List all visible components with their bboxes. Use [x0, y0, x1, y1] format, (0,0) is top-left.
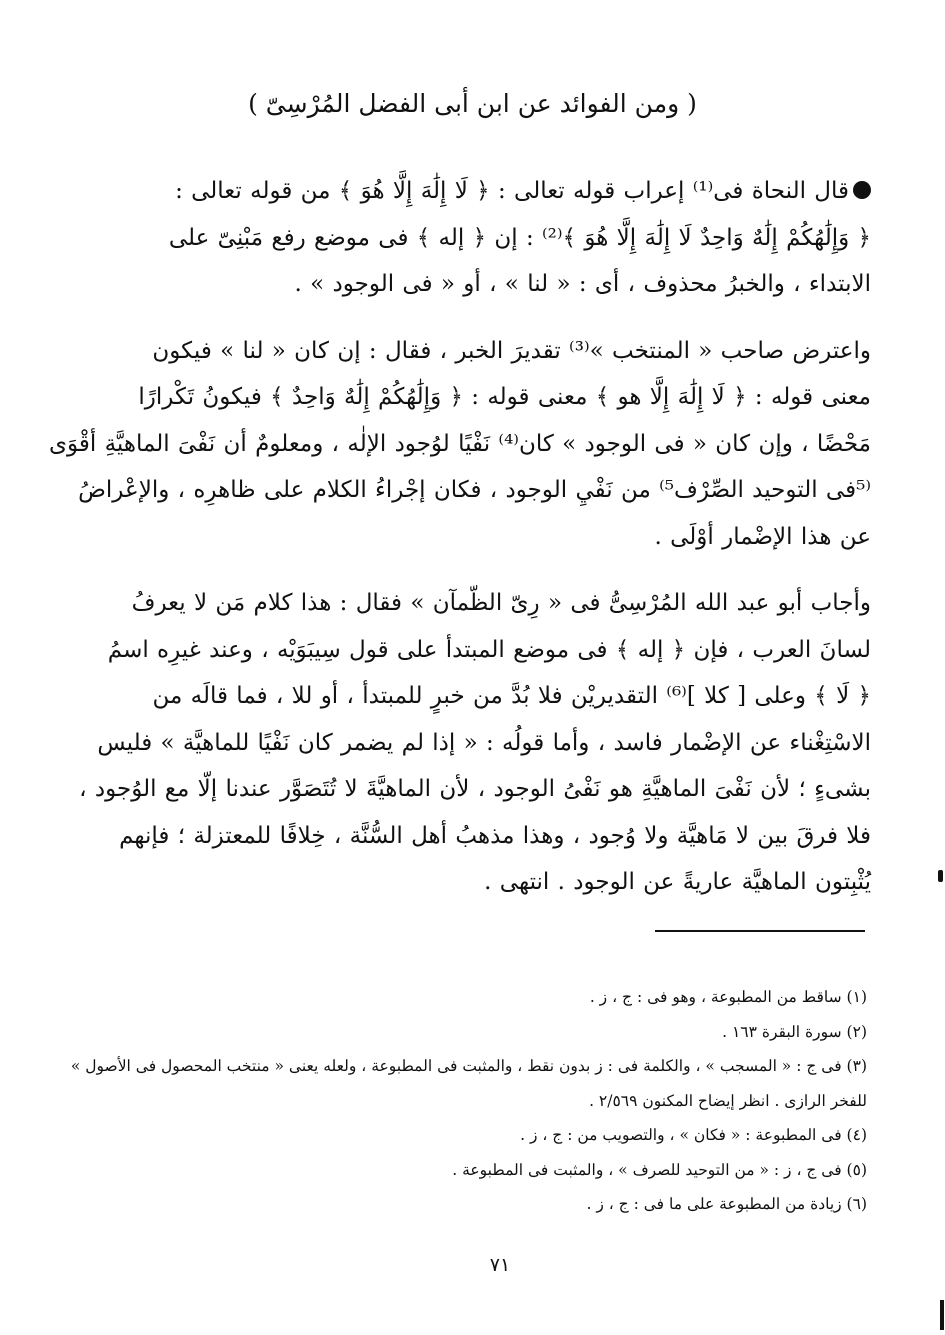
text-line: ﴿ لَا ﴾ وعلى [ كلا ]⁽⁶⁾ التقديريْن فلا بُدَّ من خبرٍ للمبتدأ ، أو للا ، فما قالَه من: [152, 683, 871, 709]
footnote-2: (٢) سورة البقرة ١٦٣ .: [722, 1022, 867, 1041]
footnote-6: (٦) زيادة من المطبوعة على ما فى : ج ، ز .: [586, 1195, 867, 1213]
text-line: وأجاب أبو عبد الله المُرْسِىُّ فى « رِىّ الظّمآن » فقال : هذا كلام مَن لا يعرفُ: [131, 590, 871, 616]
text-line: عن هذا الإضْمار أوْلَى .: [654, 523, 871, 550]
text-line-content: قال النحاة فى⁠⁽¹⁾ إعراب قوله تعالى : ﴿ لَا إِلَٰهَ إِلَّا هُوَ ﴾ من قوله تعالى :: [175, 178, 849, 204]
paragraph-3: [79, 580, 871, 906]
paragraph-2: [49, 328, 871, 561]
section-heading: ( ومن الفوائد عن ابن أبى الفضل المُرْسِىّ ): [248, 89, 697, 118]
text-line: معنى قوله : ﴿ لَا إِلَٰهَ إِلَّا هو ﴾ معنى قوله : ﴿ وَإِلَٰهُكُمْ إِلَٰهٌ وَاحِدٌ ﴾ فيكونُ تَكْرارًا: [138, 384, 871, 410]
text-line: فلا فرقَ بين لا مَاهيَّة ولا وُجود ، وهذا مذهبُ أهل السُّنَّة ، خِلافًا للمعتزلة ؛ فإنهم: [119, 822, 871, 849]
text-line: [86, 168, 871, 215]
text-line: بشىءٍ ؛ لأن نَفْىَ الماهيَّةِ هو نَفْىُ الوجود ، لأن الماهيَّةَ لا تُتَصَوَّر عندنا إلّا مع الوُجود ،: [79, 776, 871, 802]
scan-artifact: [938, 870, 943, 882]
footnotes: [55, 980, 867, 1222]
text-line: يُثْبِتون الماهيَّة عاريةً عن الوجود . انتهى .: [484, 869, 871, 895]
text-line: ﴿ وَإِلَٰهُكُمْ إِلَٰهٌ وَاحِدٌ لَا إِلَٰهَ إِلَّا هُوَ ﴾⁽²⁾ : إن ﴿ إله ﴾ فى موضع رفع مَبْنِىّ على: [168, 224, 871, 251]
text-line: واعترض صاحب « المنتخب »⁽³⁾ تقديرَ الخبر ، فقال : إن كان « لنا » فيكون: [152, 337, 871, 364]
bullet-icon: [853, 181, 871, 199]
page-number: ٧١: [489, 1254, 511, 1276]
text-line: لسانَ العرب ، فإن ﴿ إله ﴾ فى موضع المبتدأ على قول سِيبَوَيْه ، وعند غيرِه اسمُ: [107, 636, 871, 663]
footnote-3: (٣) فى ج : « المسجب » ، والكلمة فى : ز بدون نقط ، والمثبت فى المطبوعة ، ولعله يعنى « منتخب المحصول فى الأصول » للفخر الرازى . انظر إيضاح المكنون ٢/٥٦٩ .: [70, 1057, 867, 1110]
main-text: [49, 168, 871, 926]
paragraph-1: [86, 168, 871, 308]
footnote-divider: [655, 930, 865, 932]
text-line: الاسْتِغْناء عن الإضْمار فاسد ، وأما قولُه : « إذا لم يضمر كان نَفْيًا للماهيَّة » فليس: [97, 729, 871, 756]
scan-artifact: [940, 1300, 944, 1330]
footnote-5: (٥) فى ج ، ز : « من التوحيد للصرف » ، والمثبت فى المطبوعة .: [452, 1160, 867, 1179]
footnote-1: (١) ساقط من المطبوعة ، وهو فى : ج ، ز .: [589, 988, 867, 1006]
text-line: مَحْضًا ، وإن كان « فى الوجود » كان⁽⁴⁾ نَفْيًا لوُجود الإلٰه ، ومعلومٌ أن نَفْىَ الماهيَّةِ أقْوَى: [49, 430, 871, 457]
text-line: ⁽⁵فى التوحيد الصِّرْف⁵⁾ من نَفْيِ الوجود ، فكان إجْراءُ الكلام على ظاهرِه ، والإعْراضُ: [78, 477, 871, 503]
footnote-4: (٤) فى المطبوعة : « فكان » ، والتصويب من : ج ، ز .: [520, 1126, 867, 1144]
text-line: الابتداء ، والخبرُ محذوف ، أى : « لنا » ، أو « فى الوجود » .: [294, 271, 871, 297]
